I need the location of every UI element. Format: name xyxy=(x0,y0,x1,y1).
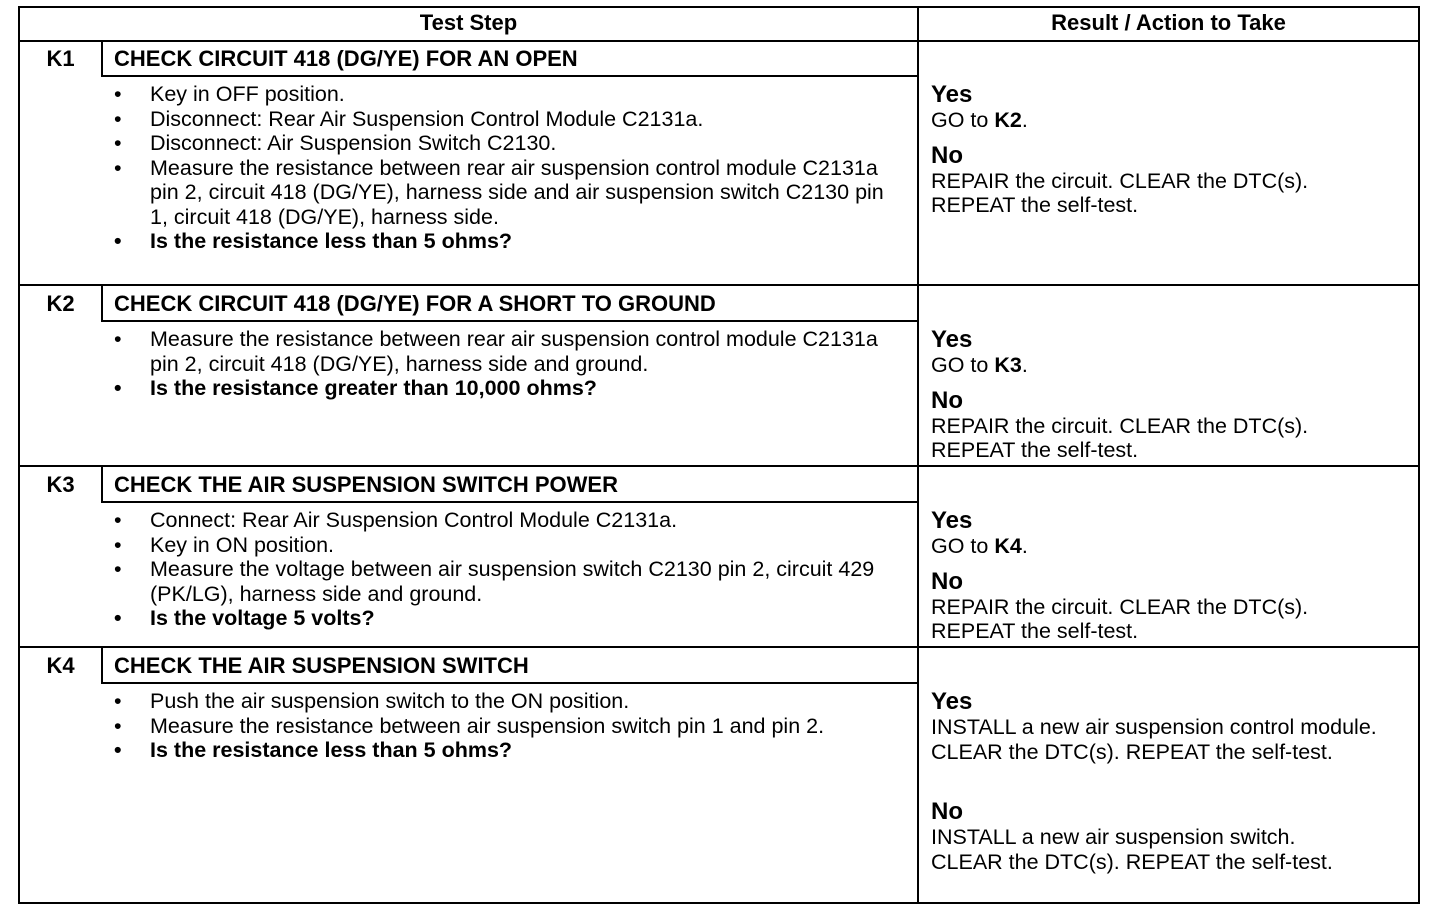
action-item: • Measure the resistance between rear air suspension control module C2131a pin 2, circuit 418 (DG/YE), harness side and ground. xyxy=(114,327,894,376)
step-row-divider xyxy=(18,646,1420,648)
step-title: CHECK THE AIR SUSPENSION SWITCH xyxy=(114,653,529,678)
action-item: • Disconnect: Rear Air Suspension Control Module C2131a. xyxy=(114,107,894,132)
no-action: CLEAR the DTC(s). REPEAT the self-test. xyxy=(931,849,1333,874)
step-title-divider xyxy=(101,501,917,503)
yes-label: Yes xyxy=(931,326,973,353)
no-label: No xyxy=(931,141,963,169)
no-action: REPAIR the circuit. CLEAR the DTC(s). xyxy=(931,594,1309,619)
step-id-divider xyxy=(101,467,103,502)
yes-action: CLEAR the DTC(s). REPEAT the self-test. xyxy=(931,739,1333,764)
step-title-divider xyxy=(101,682,917,684)
goto-step: K2 xyxy=(994,108,1022,132)
column-divider xyxy=(917,6,919,904)
yes-action: GO to K4. xyxy=(931,534,1028,558)
step-result xyxy=(931,688,1411,874)
step-result xyxy=(931,326,1411,463)
step-id-divider xyxy=(101,286,103,321)
step-question: • Is the resistance less than 5 ohms? xyxy=(114,738,894,763)
action-item: • Measure the voltage between air suspension switch C2130 pin 2, circuit 429 (PK/LG), harness side and ground. xyxy=(114,557,894,606)
header-divider xyxy=(18,40,1420,42)
step-question: • Is the resistance less than 5 ohms? xyxy=(114,229,894,254)
no-action: REPAIR the circuit. CLEAR the DTC(s). xyxy=(931,168,1309,193)
header-result-action: Result / Action to Take xyxy=(1051,10,1286,35)
yes-action: GO to K3. xyxy=(931,353,1028,377)
step-id: K3 xyxy=(46,472,75,497)
action-item: • Connect: Rear Air Suspension Control Module C2131a. xyxy=(114,508,894,533)
step-actions xyxy=(114,689,894,763)
goto-step: K4 xyxy=(994,534,1022,558)
step-id: K1 xyxy=(46,46,75,71)
step-id-divider xyxy=(101,648,103,683)
step-title: CHECK CIRCUIT 418 (DG/YE) FOR A SHORT TO GROUND xyxy=(114,291,716,316)
step-question: • Is the voltage 5 volts? xyxy=(114,606,894,631)
step-row-divider xyxy=(18,465,1420,467)
step-title: CHECK THE AIR SUSPENSION SWITCH POWER xyxy=(114,472,618,497)
yes-action: GO to K2. xyxy=(931,108,1028,132)
step-title-divider xyxy=(101,75,917,77)
goto-step: K3 xyxy=(994,353,1022,377)
step-row-divider xyxy=(18,284,1420,286)
action-item: • Measure the resistance between air suspension switch pin 1 and pin 2. xyxy=(114,714,894,739)
step-actions xyxy=(114,82,894,254)
action-item: • Key in ON position. xyxy=(114,533,894,558)
no-label: No xyxy=(931,798,963,825)
step-question: • Is the resistance greater than 10,000 ohms? xyxy=(114,376,894,401)
action-item: • Disconnect: Air Suspension Switch C2130. xyxy=(114,131,894,156)
action-item: • Push the air suspension switch to the ON position. xyxy=(114,689,894,714)
header-test-step: Test Step xyxy=(419,10,518,35)
action-item: • Key in OFF position. xyxy=(114,82,894,107)
yes-label: Yes xyxy=(931,688,973,715)
no-label: No xyxy=(931,567,963,595)
step-title-divider xyxy=(101,320,917,322)
yes-label: Yes xyxy=(931,81,973,108)
step-result xyxy=(931,507,1411,644)
step-id: K4 xyxy=(46,653,75,678)
action-item: • Measure the resistance between rear air suspension control module C2131a pin 2, circuit 418 (DG/YE), harness side and air suspension switch C2130 pin 1, circuit 418 (DG/YE), harness side. xyxy=(114,156,894,230)
step-actions xyxy=(114,327,894,401)
no-action: REPEAT the self-test. xyxy=(931,619,1139,643)
step-title: CHECK CIRCUIT 418 (DG/YE) FOR AN OPEN xyxy=(114,46,578,71)
step-result xyxy=(931,81,1411,218)
yes-action: INSTALL a new air suspension control module. xyxy=(931,715,1377,739)
step-id-divider xyxy=(101,42,103,76)
no-label: No xyxy=(931,386,963,414)
yes-label: Yes xyxy=(931,507,973,534)
no-action: REPEAT the self-test. xyxy=(931,193,1139,217)
no-action: INSTALL a new air suspension switch. xyxy=(931,825,1296,849)
no-action: REPAIR the circuit. CLEAR the DTC(s). xyxy=(931,413,1309,438)
step-id: K2 xyxy=(46,291,75,316)
step-actions xyxy=(114,508,894,631)
no-action: REPEAT the self-test. xyxy=(931,438,1139,462)
